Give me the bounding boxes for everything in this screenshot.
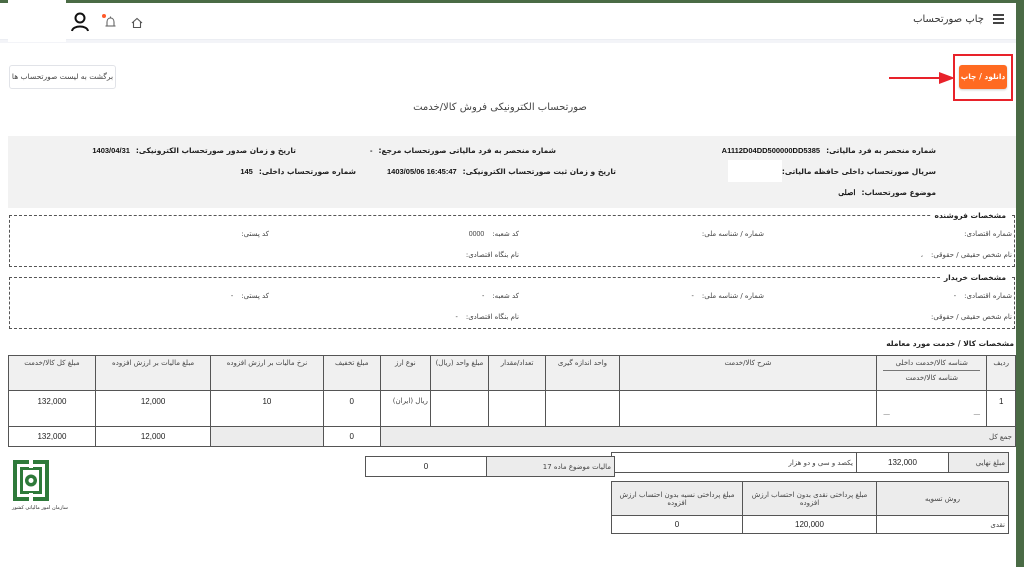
emblem-caption: سازمان امور مالیاتی کشور: [12, 505, 68, 511]
sum-row: [9, 427, 1016, 447]
final-amount-label: مبلغ نهایی: [949, 453, 1009, 473]
goods-table-header: [9, 356, 1016, 391]
seller-trade-name: نام بنگاه اقتصادی:: [465, 251, 519, 259]
buyer-postal-code: کد پستی:-: [230, 292, 269, 300]
buyer-national-id: شماره / شناسه ملی:-: [691, 292, 764, 300]
internal-id-value: —: [973, 410, 981, 418]
final-amount-value: 132,000: [857, 453, 949, 473]
col-description: شرح کالا/خدمت: [619, 356, 876, 391]
credit-payment-value: 0: [612, 516, 743, 534]
quantity-value: [489, 391, 546, 427]
col-discount: مبلغ تخفیف: [323, 356, 380, 391]
description-value: [619, 391, 876, 427]
buyer-trade-name: نام بنگاه اقتصادی:-: [455, 313, 519, 321]
total-value: 132,000: [9, 391, 96, 427]
buyer-branch-code: کد شعبه:-: [481, 292, 519, 300]
settlement-table: [611, 481, 1009, 534]
serial: سریال صورتحساب داخلی حافظه مالیاتی:: [781, 167, 936, 176]
col-currency: نوع ارز: [380, 356, 430, 391]
settlement-method-value: نقدی: [877, 516, 1009, 534]
cash-payment-header: مبلغ پرداختی نقدی بدون احتساب ارزش افزوده: [743, 482, 877, 516]
col-row: ردیف: [987, 356, 1016, 391]
final-amount-table: [611, 452, 1009, 473]
sum-vat-amount: 12,000: [95, 427, 210, 447]
tax-id: شماره منحصر به فرد مالیاتی:A1112D04DD500000DD5385: [721, 146, 936, 155]
invoice-meta: [8, 136, 1016, 208]
buyer-name: نام شخص حقیقی / حقوقی:: [930, 313, 1012, 321]
goods-section-title: مشخصات کالا / خدمت مورد معامله: [886, 339, 1014, 348]
ref-tax-id: شماره منحصر به فرد مالیاتی صورتحساب مرجع:-: [370, 146, 556, 155]
invoice-title: صورتحساب الکترونیکی فروش کالا/خدمت: [413, 102, 587, 113]
vat-amount-value: 12,000: [95, 391, 210, 427]
col-vat-amount: مبلغ مالیات بر ارزش افزوده: [95, 356, 210, 391]
bell-icon[interactable]: [104, 16, 117, 29]
currency-value: ریال (ایران): [380, 391, 430, 427]
invoice-content: [0, 43, 1016, 567]
unit-value: [546, 391, 620, 427]
goods-table: [8, 355, 1016, 447]
sum-total: 132,000: [9, 427, 96, 447]
unit-price-value: [430, 391, 488, 427]
seller-section: مشخصات فروشنده شماره اقتصادی: شماره / شناسه ملی: کد شعبه:0000 کد پستی: نام شخص حقیقی / حقوقی:، نام بنگاه اقتصادی:: [9, 211, 1015, 267]
seller-postal-code: کد پستی:: [241, 230, 269, 238]
seller-national-id: شماره / شناسه ملی:: [701, 230, 764, 238]
col-ids: شناسه کالا/خدمت داخلی شناسه کالا/خدمت: [877, 356, 987, 391]
settlement-method-header: روش تسویه: [877, 482, 1009, 516]
col-vat-rate: نرخ مالیات بر ارزش افزوده: [211, 356, 323, 391]
credit-payment-header: مبلغ پرداختی نسیه بدون احتساب ارزش افزوده: [612, 482, 743, 516]
buyer-economic-no: شماره اقتصادی:-: [953, 292, 1012, 300]
article17-tax-table: [365, 456, 615, 477]
seller-branch-code: کد شعبه:0000: [468, 230, 519, 238]
home-icon[interactable]: [131, 17, 143, 29]
seller-name: نام شخص حقیقی / حقوقی:،: [920, 251, 1012, 259]
page-title: چاپ صورتحساب: [913, 14, 984, 25]
article17-value: 0: [366, 457, 487, 477]
table-row: 1 — — ریال (ایران) 0 10 12,000 132,000: [9, 391, 1016, 427]
app-frame: [0, 3, 1016, 567]
discount-value: 0: [323, 391, 380, 427]
seller-economic-no: شماره اقتصادی:: [964, 230, 1012, 238]
tax-organization-emblem-icon: [11, 458, 51, 503]
id-value: —: [883, 410, 891, 418]
vat-rate-value: 10: [211, 391, 323, 427]
sum-label: جمع کل: [380, 427, 1015, 447]
col-total: مبلغ کل کالا/خدمت: [9, 356, 96, 391]
logo-placeholder: [8, 0, 66, 42]
back-to-list-button[interactable]: برگشت به لیست صورتحساب ها: [9, 65, 116, 89]
sum-discount: 0: [323, 427, 380, 447]
col-quantity: تعداد/مقدار: [489, 356, 546, 391]
issue-date: تاریخ و زمان صدور صورتحساب الکترونیکی:1403/04/31: [92, 146, 296, 155]
top-bar: [0, 3, 1016, 40]
final-amount-words: یکصد و سی و دو هزار: [612, 453, 857, 473]
cash-payment-value: 120,000: [743, 516, 877, 534]
col-unit-price: مبلغ واحد (ریال): [430, 356, 488, 391]
internal-number: شماره صورتحساب داخلی:145: [240, 167, 356, 176]
article17-label: مالیات موضوع ماده 17: [487, 457, 615, 477]
col-unit: واحد اندازه گیری: [546, 356, 620, 391]
user-icon[interactable]: [71, 12, 89, 32]
download-print-button[interactable]: دانلود / چاپ: [959, 65, 1007, 89]
annotation-arrow-icon: [889, 72, 955, 84]
redacted-serial: [728, 160, 782, 182]
invoice-subject: موضوع صورتحساب:اصلی: [838, 188, 936, 197]
buyer-section: مشخصات خریدار شماره اقتصادی:- شماره / شناسه ملی:- کد شعبه:- کد پستی:- نام شخص حقیقی / حقوقی: نام بنگاه اقتصادی:-: [9, 273, 1015, 329]
menu-icon[interactable]: [993, 14, 1004, 24]
registration-date: تاریخ و زمان ثبت صورتحساب الکترونیکی:16:45:47 1403/05/06: [387, 167, 616, 176]
